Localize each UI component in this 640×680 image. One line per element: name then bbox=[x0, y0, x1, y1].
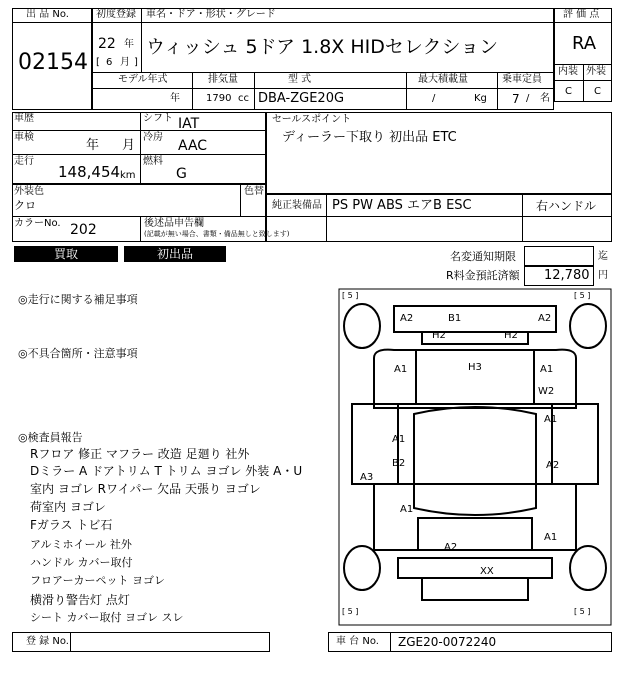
fuel-value: G bbox=[176, 166, 187, 182]
exterior-label: 外装 bbox=[586, 66, 606, 77]
tire-rear-left-label: [ 5 ] bbox=[342, 607, 359, 616]
first-listing-badge: 初出品 bbox=[124, 246, 226, 262]
interior-label: 内装 bbox=[558, 66, 578, 77]
interior-grade: C bbox=[565, 86, 572, 97]
car-diagram bbox=[338, 288, 612, 626]
capacity-unit: 名 bbox=[540, 93, 550, 104]
mark-fender-left: A1 bbox=[394, 364, 408, 375]
inspector-line: 室内 ヨゴレ Rワイパー 欠品 天張り ヨゴレ bbox=[30, 482, 261, 496]
chassis-value: ZGE20-0072240 bbox=[398, 635, 497, 649]
mark-side-left: A3 bbox=[360, 472, 374, 483]
mark-roof: A2 bbox=[444, 542, 458, 553]
inspection-year-unit: 年 bbox=[86, 138, 100, 153]
color-change-label: 色替 bbox=[244, 186, 264, 197]
exterior-color-value: クロ bbox=[14, 199, 36, 212]
capacity-label: 乗車定員 bbox=[502, 74, 542, 85]
mileage-value: 148,454 bbox=[58, 163, 121, 181]
hood-outline bbox=[374, 350, 576, 408]
displacement-label: 排気量 bbox=[208, 74, 238, 85]
color-no-label: カラーNo. bbox=[14, 218, 61, 229]
front-bumper bbox=[394, 306, 556, 332]
recycle-label: R料金預託済額 bbox=[446, 269, 520, 282]
lot-label: 出 品 No. bbox=[26, 9, 69, 20]
mark-front-bumper-center: B1 bbox=[448, 313, 462, 324]
model-year-label: モデル年式 bbox=[118, 74, 168, 85]
chassis-label: 車 台 No. bbox=[336, 636, 379, 647]
rear-bumper bbox=[398, 558, 552, 578]
exterior-color-label: 外装色 bbox=[14, 186, 44, 197]
equipment-value: PS PW ABS エアB ESC bbox=[332, 198, 472, 213]
car-name-label: 車名・ドア・形状・グレード bbox=[146, 9, 276, 20]
mark-quarter-left: A1 bbox=[400, 504, 414, 515]
body-outline bbox=[352, 404, 598, 484]
tire-front-right bbox=[570, 304, 606, 348]
shift-label: シフト bbox=[143, 113, 173, 124]
model-value: DBA-ZGE20G bbox=[258, 91, 345, 106]
inspector-line: フロアーカーペット ヨゴレ bbox=[30, 574, 165, 587]
mark-fender-right: A1 bbox=[540, 364, 554, 375]
fuel-label: 燃料 bbox=[143, 156, 163, 167]
mark-hood: H3 bbox=[468, 362, 482, 373]
recycle-value: 12,780 bbox=[544, 268, 590, 283]
rating-label: 評 価 点 bbox=[563, 9, 600, 20]
aircon-value: AAC bbox=[178, 138, 208, 154]
mark-fender-right-2: W2 bbox=[538, 386, 555, 397]
mark-rear-door-left: B2 bbox=[392, 458, 406, 469]
mark-quarter-right: A1 bbox=[544, 532, 558, 543]
first-reg-year: 22 bbox=[98, 36, 116, 52]
inspector-line: ハンドル カバー取付 bbox=[30, 556, 133, 569]
mark-headlight-left: H2 bbox=[432, 330, 446, 341]
mark-front-bumper-left: A2 bbox=[400, 313, 414, 324]
model-label: 型 式 bbox=[288, 74, 312, 85]
inspector-line: Fガラス トビ石 bbox=[30, 518, 113, 532]
renewal-label: 名変通知期限 bbox=[450, 250, 516, 263]
displacement-value: 1790 bbox=[206, 93, 232, 104]
first-reg-month-unit: 月 bbox=[120, 57, 130, 68]
sales-point-label: セールスポイント bbox=[272, 114, 352, 125]
aftermarket-note: (記載が無い場合、書類・備品無しと致します) bbox=[144, 230, 290, 238]
max-load-label: 最大積載量 bbox=[418, 74, 468, 85]
inspector-heading: ◎検査員報告 bbox=[18, 431, 83, 444]
inspector-line: シート カバー取付 ヨゴレ スレ bbox=[30, 611, 184, 624]
history-label: 車歴 bbox=[14, 113, 34, 124]
lot-number: 02154 bbox=[18, 50, 88, 75]
mark-front-door-right: A1 bbox=[544, 414, 558, 425]
renewal-box bbox=[524, 246, 594, 266]
defects-heading: ◎不具合箇所・注意事項 bbox=[18, 347, 138, 360]
capacity-value: 7 bbox=[512, 92, 520, 106]
first-reg-year-unit: 年 bbox=[124, 39, 134, 50]
mark-headlight-right: H2 bbox=[504, 330, 518, 341]
first-reg-label: 初度登録 bbox=[96, 9, 136, 20]
color-no-value: 202 bbox=[70, 222, 97, 238]
shift-value: IAT bbox=[178, 116, 200, 132]
tire-rear-right bbox=[570, 546, 606, 590]
inspector-line: 荷室内 ヨゴレ bbox=[30, 500, 106, 514]
inspection-label: 車検 bbox=[14, 132, 34, 143]
renewal-suffix: 迄 bbox=[598, 251, 608, 262]
first-reg-month: 6 bbox=[106, 57, 113, 68]
aftermarket-label: 後述品申告欄 bbox=[144, 218, 204, 229]
max-load-slash: / bbox=[432, 93, 436, 104]
tire-rear-right-label: [ 5 ] bbox=[574, 607, 591, 616]
car-name: ウィッシュ 5ドア 1.8X HIDセレクション bbox=[146, 36, 499, 58]
inspector-line: アルミホイール 社外 bbox=[30, 538, 132, 551]
displacement-unit: cc bbox=[238, 93, 249, 104]
inspector-line: 横滑り警告灯 点灯 bbox=[30, 593, 130, 607]
tire-front-left bbox=[344, 304, 380, 348]
tire-front-right-label: [ 5 ] bbox=[574, 291, 591, 300]
tire-front-left-label: [ 5 ] bbox=[342, 291, 359, 300]
mark-front-bumper-right: A2 bbox=[538, 313, 552, 324]
inspector-line: Rフロア 修正 マフラー 改造 足廻り 社外 bbox=[30, 447, 250, 461]
registration-label: 登 録 No. bbox=[26, 636, 69, 647]
sales-point-value: ディーラー下取り 初出品 ETC bbox=[282, 130, 457, 145]
mark-rear-door-right: A2 bbox=[546, 460, 560, 471]
capacity-slash: / bbox=[526, 93, 530, 104]
mark-rear-bumper: XX bbox=[480, 566, 494, 577]
driving-heading: ◎走行に関する補足事項 bbox=[18, 293, 138, 306]
aircon-label: 冷房 bbox=[143, 132, 163, 143]
tire-rear-left bbox=[344, 546, 380, 590]
model-year-unit: 年 bbox=[170, 93, 180, 104]
buy-badge: 買取 bbox=[14, 246, 118, 262]
history-block bbox=[12, 112, 266, 184]
recycle-unit: 円 bbox=[598, 270, 608, 281]
rating-value: RA bbox=[572, 33, 597, 54]
inspection-month-unit: 月 bbox=[122, 138, 136, 153]
equipment-label: 純正装備品 bbox=[272, 200, 322, 211]
mileage-label: 走行 bbox=[14, 156, 34, 167]
mileage-unit: km bbox=[120, 170, 136, 181]
exterior-grade: C bbox=[594, 86, 601, 97]
inspector-line: Dミラー A ドアトリム T トリム ヨゴレ 外装 A・U bbox=[30, 464, 303, 478]
mark-front-door-left: A1 bbox=[392, 434, 406, 445]
max-load-unit: Kg bbox=[474, 93, 487, 104]
steering-value: 右ハンドル bbox=[536, 199, 597, 213]
